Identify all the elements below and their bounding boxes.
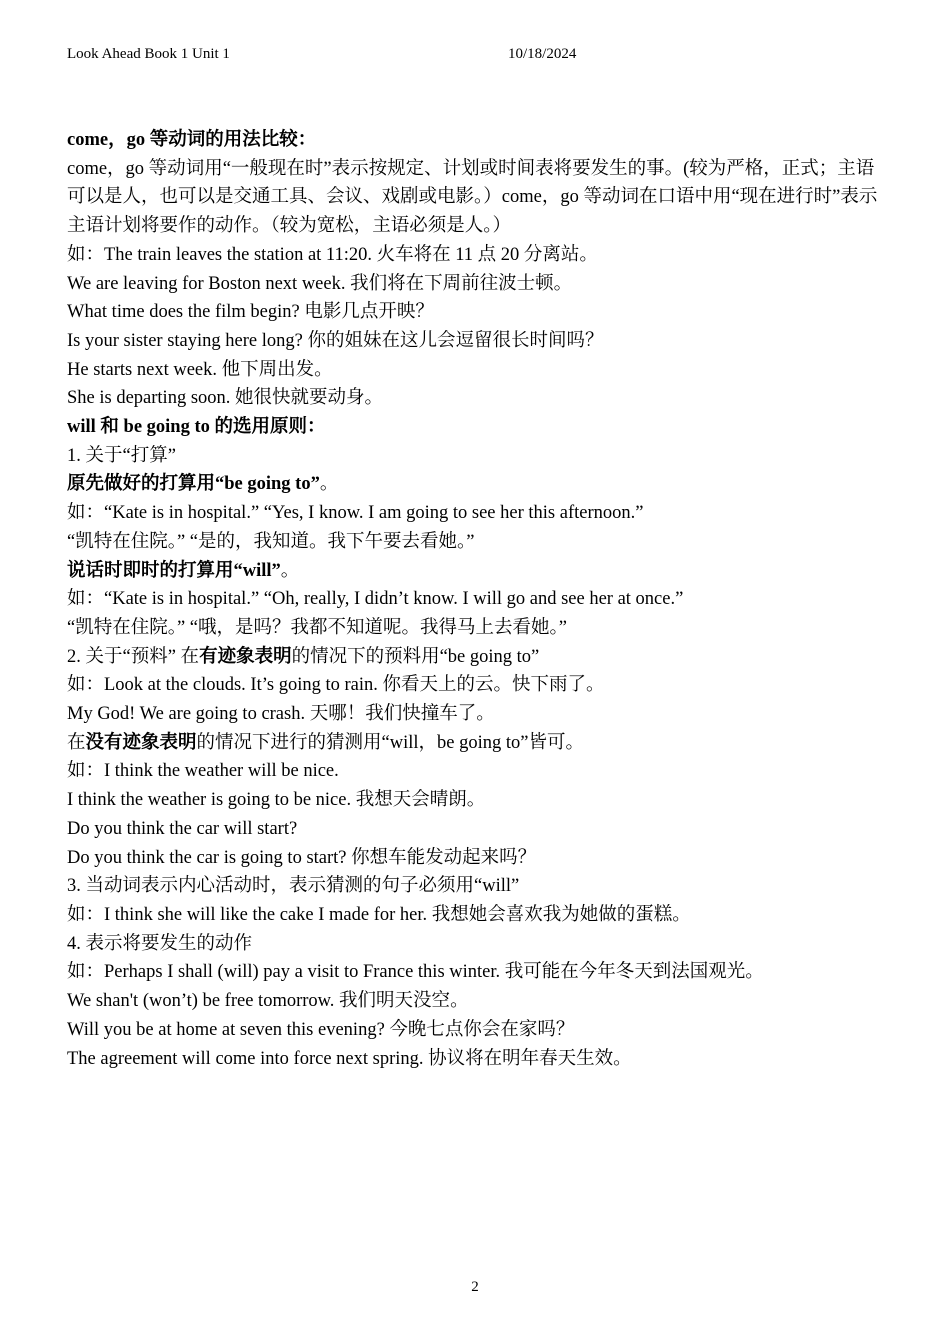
text-line (67, 901, 887, 930)
text-line (67, 729, 887, 758)
text-line (67, 757, 887, 786)
text-segment: He starts next week. 他下周出发。 (67, 359, 333, 380)
text-segment: 2. 关于“预料” 在 (67, 646, 200, 667)
bold-text: 原先做好的打算用“be going to” (67, 474, 320, 495)
text-line (67, 557, 887, 586)
text-segment: “凯特在住院。” “是的，我知道。我下午要去看她。” (67, 531, 475, 552)
text-segment: 4. 表示将要发生的动作 (67, 933, 253, 954)
text-line (67, 499, 887, 528)
text-line (67, 671, 887, 700)
text-line (67, 1016, 887, 1045)
text-line (67, 585, 887, 614)
text-line (67, 700, 887, 729)
text-line (67, 126, 887, 155)
text-line (67, 643, 887, 672)
text-segment: My God! We are going to crash. 天哪！我们快撞车了。 (67, 704, 495, 725)
document-body (67, 126, 887, 1073)
text-segment: 如：“Kate is in hospital.” “Yes, I know. I am going to see her this afternoon.” (67, 503, 644, 524)
text-line (67, 327, 887, 356)
text-line (67, 987, 887, 1016)
text-segment: 的情况下的预料用“be going to” (291, 646, 540, 667)
text-line (67, 844, 887, 873)
text-line (67, 958, 887, 987)
bold-text: 说话时即时的打算用“will” (67, 560, 281, 581)
page-number: 2 (471, 1279, 479, 1295)
text-line (67, 1045, 887, 1074)
text-line (67, 786, 887, 815)
text-line (67, 815, 887, 844)
text-segment: 。 (280, 560, 300, 581)
text-line (67, 270, 887, 299)
text-segment: Is your sister staying here long? 你的姐妹在这儿会逗留很长时间吗？ (67, 330, 604, 351)
text-segment: come，go 等动词用“一般现在时”表示按规定、计划或时间表将要发生的事。(较为严格，正式；主语可以是人，也可以是交通工具、会议、戏剧或电影。）come，go 等动词在口语中用“现在进行时”表示主语计划将要作的动作。（较为宽松，主语必须是人。） (67, 158, 878, 237)
text-segment: What time does the film begin? 电影几点开映？ (67, 302, 434, 323)
bold-text: 有迹象表明 (199, 646, 292, 667)
text-segment: 3. 当动词表示内心活动时，表示猜测的句子必须用“will” (67, 876, 520, 897)
text-segment: We are leaving for Boston next week. 我们将在下周前往波士顿。 (67, 273, 573, 294)
page-header (67, 46, 883, 66)
text-segment: 在 (67, 732, 86, 753)
text-segment: 1. 关于“打算” (67, 445, 176, 466)
text-segment: 如：I think the weather will be nice. (67, 761, 339, 782)
bold-text: come，go 等动词的用法比较： (67, 130, 317, 150)
text-segment: “凯特在住院。” “哦，是吗？我都不知道呢。我得马上去看她。” (67, 617, 567, 638)
text-line (67, 241, 887, 270)
text-line (67, 872, 887, 901)
text-segment: 如：I think she will like the cake I made for her. 我想她会喜欢我为她做的蛋糕。 (67, 904, 691, 925)
text-line (67, 413, 887, 442)
text-segment: 。 (319, 474, 339, 495)
text-line (67, 528, 887, 557)
paragraph (67, 155, 887, 241)
text-segment: Will you be at home at seven this evening? 今晚七点你会在家吗？ (67, 1019, 575, 1040)
text-segment: She is departing soon. 她很快就要动身。 (67, 388, 384, 409)
text-segment: 如：“Kate is in hospital.” “Oh, really, I didn’t know. I will go and see her at once.” (67, 589, 684, 610)
text-segment: 如：Perhaps I shall (will) pay a visit to France this winter. 我可能在今年冬天到法国观光。 (67, 962, 764, 983)
bold-text: will 和 be going to 的选用原则： (67, 417, 326, 438)
text-line (67, 356, 887, 385)
header-date: 10/18/2024 (508, 46, 577, 62)
text-segment: Do you think the car will start? (67, 818, 298, 839)
text-segment: 的情况下进行的猜测用“will，be going to”皆可。 (196, 732, 584, 753)
text-segment: Do you think the car is going to start? 你想车能发动起来吗？ (67, 847, 537, 868)
text-line (67, 470, 887, 499)
text-segment: 如：Look at the clouds. It’s going to rain. 你看天上的云。快下雨了。 (67, 675, 605, 696)
text-line (67, 930, 887, 959)
bold-text: 没有迹象表明 (85, 732, 197, 753)
header-title: Look Ahead Book 1 Unit 1 (67, 46, 230, 62)
text-line (67, 614, 887, 643)
text-segment: I think the weather is going to be nice. 我想天会晴朗。 (67, 790, 486, 811)
text-line (67, 442, 887, 471)
text-line (67, 384, 887, 413)
text-segment: We shan't (won’t) be free tomorrow. 我们明天没空。 (67, 991, 469, 1012)
text-segment: The agreement will come into force next spring. 协议将在明年春天生效。 (67, 1048, 632, 1069)
text-segment: 如：The train leaves the station at 11:20. 火车将在 11 点 20 分离站。 (67, 244, 598, 265)
text-line (67, 298, 887, 327)
